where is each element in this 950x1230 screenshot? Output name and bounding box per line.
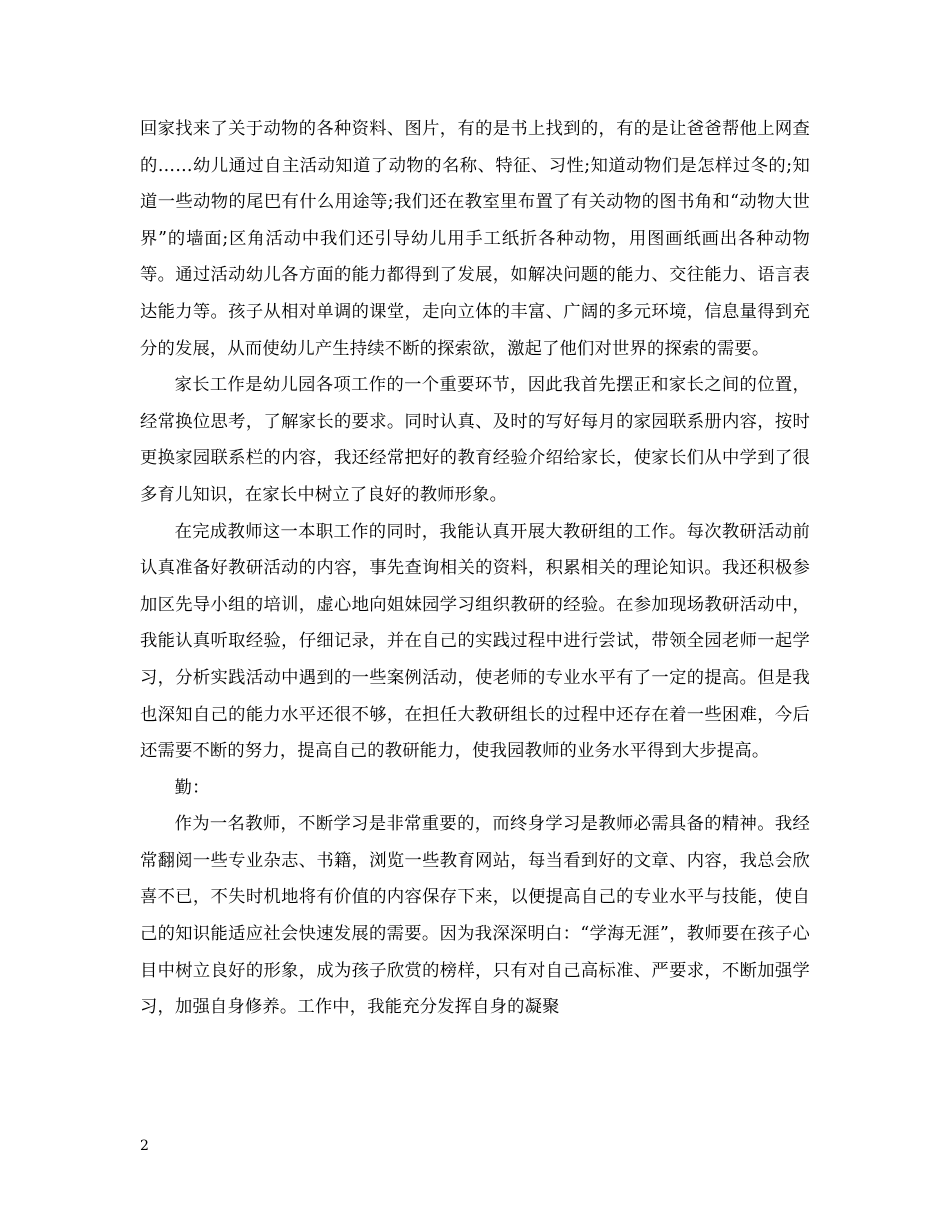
paragraph-lifelong-learning: 作为一名教师，不断学习是非常重要的，而终身学习是教师必需具备的精神。我经常翻阅一些专业杂志、书籍，浏览一些教育网站，每当看到好的文章、内容，我总会欣喜不已，不失时机地将有价值的内容保存下来，以便提高自己的专业水平与技能，使自己的知识能适应社会快速发展的需要。因为我深深明白：“学海无涯”，教师要在孩子心目中树立良好的形象，成为孩子欣赏的榜样，只有对自己高标准、严要求，不断加强学习，加强自身修养。工作中，我能充分发挥自身的凝聚 [140, 814, 810, 1018]
section-heading-diligence: 勤： [174, 777, 210, 798]
paragraph-parent-work: 家长工作是幼儿园各项工作的一个重要环节，因此我首先摆正和家长之间的位置，经常换位思考，了解家长的要求。同时认真、及时的写好每月的家园联系册内容，按时更换家园联系栏的内容，我还经常把好的教育经验介绍给家长，使家长们从中学到了很多育儿知识，在家长中树立了良好的教师形象。 [140, 375, 810, 505]
paragraph-animal-activities: 回家找来了关于动物的各种资料、图片，有的是书上找到的，有的是让爸爸帮他上网查的……幼儿通过自主活动知道了动物的名称、特征、习性;知道动物们是怎样过冬的;知道一些动物的尾巴有什么用途等;我们还在教室里布置了有关动物的图书角和“动物大世界”的墙面;区角活动中我们还引导幼儿用手工纸折各种动物，用图画纸画出各种动物等。通过活动幼儿各方面的能力都得到了发展，如解决问题的能力、交往能力、语言表达能力等。孩子从相对单调的课堂，走向立体的丰富、广阔的多元环境，信息量得到充分的发展，从而使幼儿产生持续不断的探索欲，激起了他们对世界的探索的需要。 [140, 119, 810, 359]
paragraph-teaching-research: 在完成教师这一本职工作的同时，我能认真开展大教研组的工作。每次教研活动前认真准备好教研活动的内容，事先查询相关的资料，积累相关的理论知识。我还积极参加区先导小组的培训，虚心地向姐妹园学习组织教研的经验。在参加现场教研活动中，我能认真听取经验，仔细记录，并在自己的实践过程中进行尝试，带领全园老师一起学习，分析实践活动中遇到的一些案例活动，使老师的专业水平有了一定的提高。但是我也深知自己的能力水平还很不够，在担任大教研组长的过程中还存在着一些困难，今后还需要不断的努力，提高自己的教研能力，使我园教师的业务水平得到大步提高。 [140, 521, 810, 762]
document-body [140, 111, 810, 1026]
page-number: 2 [140, 1138, 149, 1154]
